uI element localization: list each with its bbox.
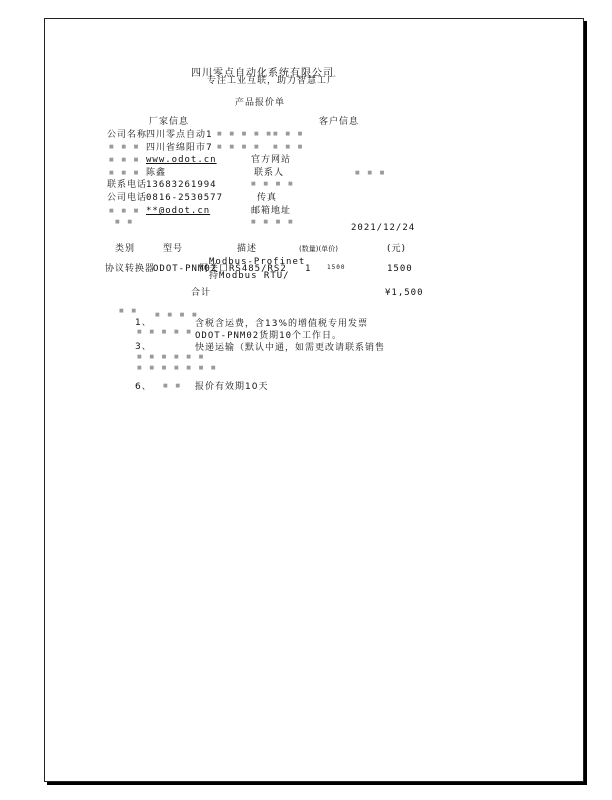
faint-mark: ■ ■ ■ bbox=[273, 131, 306, 137]
header-qty-price: (数量)(单价) bbox=[299, 245, 338, 253]
contact-value: 陈鑫 bbox=[146, 168, 167, 178]
contact-label: 联系人 bbox=[254, 168, 285, 178]
email-label: 邮箱地址 bbox=[251, 206, 292, 216]
note-1-text: 含税含运费，含13%的增值税专用发票 bbox=[195, 319, 369, 329]
note-3-number: 3、 bbox=[135, 342, 152, 352]
faint-mark: ■ ■ ■ ■ ■ ■ ■ bbox=[137, 365, 219, 371]
tel-value: 0816-2530577 bbox=[146, 193, 224, 203]
note-6-text: 报价有效期10天 bbox=[195, 382, 269, 392]
website-label: 官方网站 bbox=[251, 155, 292, 165]
row-category: 协议转换器 bbox=[105, 264, 156, 274]
row-amount: 1500 bbox=[387, 264, 413, 274]
faint-mark: ■ ■ ■ bbox=[109, 144, 142, 150]
faint-mark: ■ ■ ■ ■ ■ bbox=[217, 131, 274, 137]
row-model: ODOT-PNM02 bbox=[153, 264, 218, 274]
company-value: 四川零点自动1 bbox=[146, 130, 213, 140]
phone-label: 联系电话 bbox=[107, 180, 148, 190]
fax-label: 传真 bbox=[257, 193, 278, 203]
tel-label: 公司电话 bbox=[107, 193, 148, 203]
phone-value: 13683261994 bbox=[146, 180, 217, 190]
faint-mark: ■ ■ ■ bbox=[355, 170, 388, 176]
company-name: 四川零点自动化系统有限公司 bbox=[191, 68, 334, 79]
row-desc-line1: Modbus-Profinet bbox=[209, 257, 306, 267]
row-unit-price: 1500 bbox=[327, 264, 346, 271]
faint-mark: ■ ■ ■ bbox=[109, 170, 142, 176]
note-3-text: 快递运输（默认中通，如需更改请联系销售 bbox=[195, 343, 386, 353]
row-desc-line3: 持Modbus RTU/ bbox=[209, 271, 290, 281]
faint-mark: ■ ■ ■ bbox=[109, 157, 142, 163]
faint-mark: ■ ■ ■ ■ ■ ■ bbox=[137, 354, 207, 360]
faint-mark: ■ ■ ■ ■ bbox=[217, 144, 262, 150]
faint-mark: ■ ■ ■ ■ bbox=[251, 219, 296, 225]
header-category: 类别 bbox=[115, 244, 136, 254]
header-description: 描述 bbox=[237, 244, 258, 254]
note-1-number: 1、 bbox=[135, 318, 152, 328]
customer-section-title: 客户信息 bbox=[319, 117, 360, 127]
total-label: 合计 bbox=[191, 288, 212, 298]
email-value[interactable]: **@odot.cn bbox=[146, 206, 211, 216]
faint-mark: ■ ■ bbox=[163, 383, 184, 389]
row-desc-line2: 网关口RS485/RS2 bbox=[199, 264, 287, 274]
faint-mark: ■ ■ ■ ■ bbox=[251, 181, 296, 187]
quote-date: 2021/12/24 bbox=[351, 223, 416, 233]
header-model: 型号 bbox=[163, 244, 184, 254]
quotation-page bbox=[44, 18, 584, 782]
note-6-number: 6、 bbox=[135, 382, 152, 392]
row-qty: 1 bbox=[305, 264, 312, 274]
note-2-text: ODOT-PNM02货期10个工作日。 bbox=[195, 331, 343, 341]
faint-mark: ■ ■ bbox=[115, 219, 136, 225]
company-label: 公司名称 bbox=[107, 130, 148, 140]
faint-mark: ■ ■ ■ bbox=[109, 208, 142, 214]
document-title: 产品报价单 bbox=[235, 98, 286, 108]
faint-mark: ■ ■ ■ bbox=[273, 144, 306, 150]
faint-mark: ■ ■ ■ ■ ■ bbox=[137, 329, 194, 335]
website-value[interactable]: www.odot.cn bbox=[146, 155, 217, 165]
faint-mark: ■ ■ ■ ■ bbox=[155, 312, 200, 318]
faint-mark: ■ ■ bbox=[119, 308, 140, 314]
address-value: 四川省绵阳市7 bbox=[146, 143, 213, 153]
supplier-section-title: 厂家信息 bbox=[149, 117, 190, 127]
header-amount: (元) bbox=[387, 244, 407, 254]
total-value: ¥1,500 bbox=[385, 288, 424, 298]
company-slogan: 专注工业互联，助力智慧工厂 bbox=[207, 76, 338, 86]
